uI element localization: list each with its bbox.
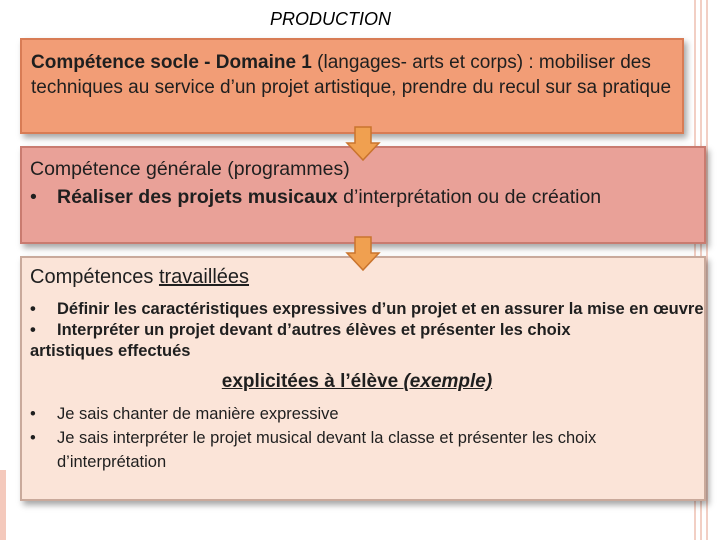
competence-generale-heading: Compétence générale (programmes) bbox=[30, 158, 350, 180]
list-item-text: Je sais interpréter le projet musical devant la classe et présenter les choix d’interprétation bbox=[57, 429, 597, 471]
bullet: • bbox=[30, 300, 36, 318]
competence-socle-box bbox=[20, 38, 684, 134]
arrow-down-icon bbox=[345, 126, 381, 162]
bullet: • bbox=[30, 186, 37, 208]
left-decoration bbox=[0, 470, 6, 540]
list-item bbox=[30, 320, 704, 341]
bullet: • bbox=[30, 321, 36, 339]
list-item bbox=[30, 426, 704, 474]
heading-prefix: Compétences bbox=[30, 266, 159, 288]
bullet: • bbox=[30, 405, 36, 423]
list-item-continuation: artistiques effectués bbox=[30, 342, 191, 360]
competence-socle-description: (langages- arts et corps) : mobiliser des techniques au service d’un projet artistique, prendre du recul sur sa pratique bbox=[31, 52, 672, 98]
explicit-example: (exemple) bbox=[403, 371, 493, 392]
competence-socle-text bbox=[31, 50, 682, 100]
competences-list bbox=[30, 299, 704, 362]
student-statements-list bbox=[30, 402, 704, 474]
arrow-down-icon bbox=[345, 236, 381, 272]
competence-generale-item-bold: Réaliser des projets musicaux bbox=[57, 186, 338, 208]
competence-socle-label: Compétence socle - Domaine 1 bbox=[31, 52, 312, 73]
explicit-heading bbox=[30, 370, 704, 394]
competence-generale-item bbox=[30, 183, 704, 211]
list-item-text: Interpréter un projet devant d’autres élèves et présenter les choix bbox=[57, 321, 571, 339]
competences-travaillees-box bbox=[20, 256, 706, 501]
list-item-text: Définir les caractéristiques expressives d’un projet et en assurer la mise en œuvre bbox=[57, 300, 704, 318]
competence-generale-item-rest: d’interprétation ou de création bbox=[337, 186, 602, 208]
list-item-text: Je sais chanter de manière expressive bbox=[57, 405, 339, 423]
slide-title: PRODUCTION bbox=[270, 9, 391, 29]
explicit-main: explicitées à l’élève bbox=[221, 371, 404, 392]
heading-underlined: travaillées bbox=[158, 266, 250, 288]
list-item bbox=[30, 299, 704, 320]
list-item bbox=[30, 402, 704, 426]
bullet: • bbox=[30, 429, 36, 447]
